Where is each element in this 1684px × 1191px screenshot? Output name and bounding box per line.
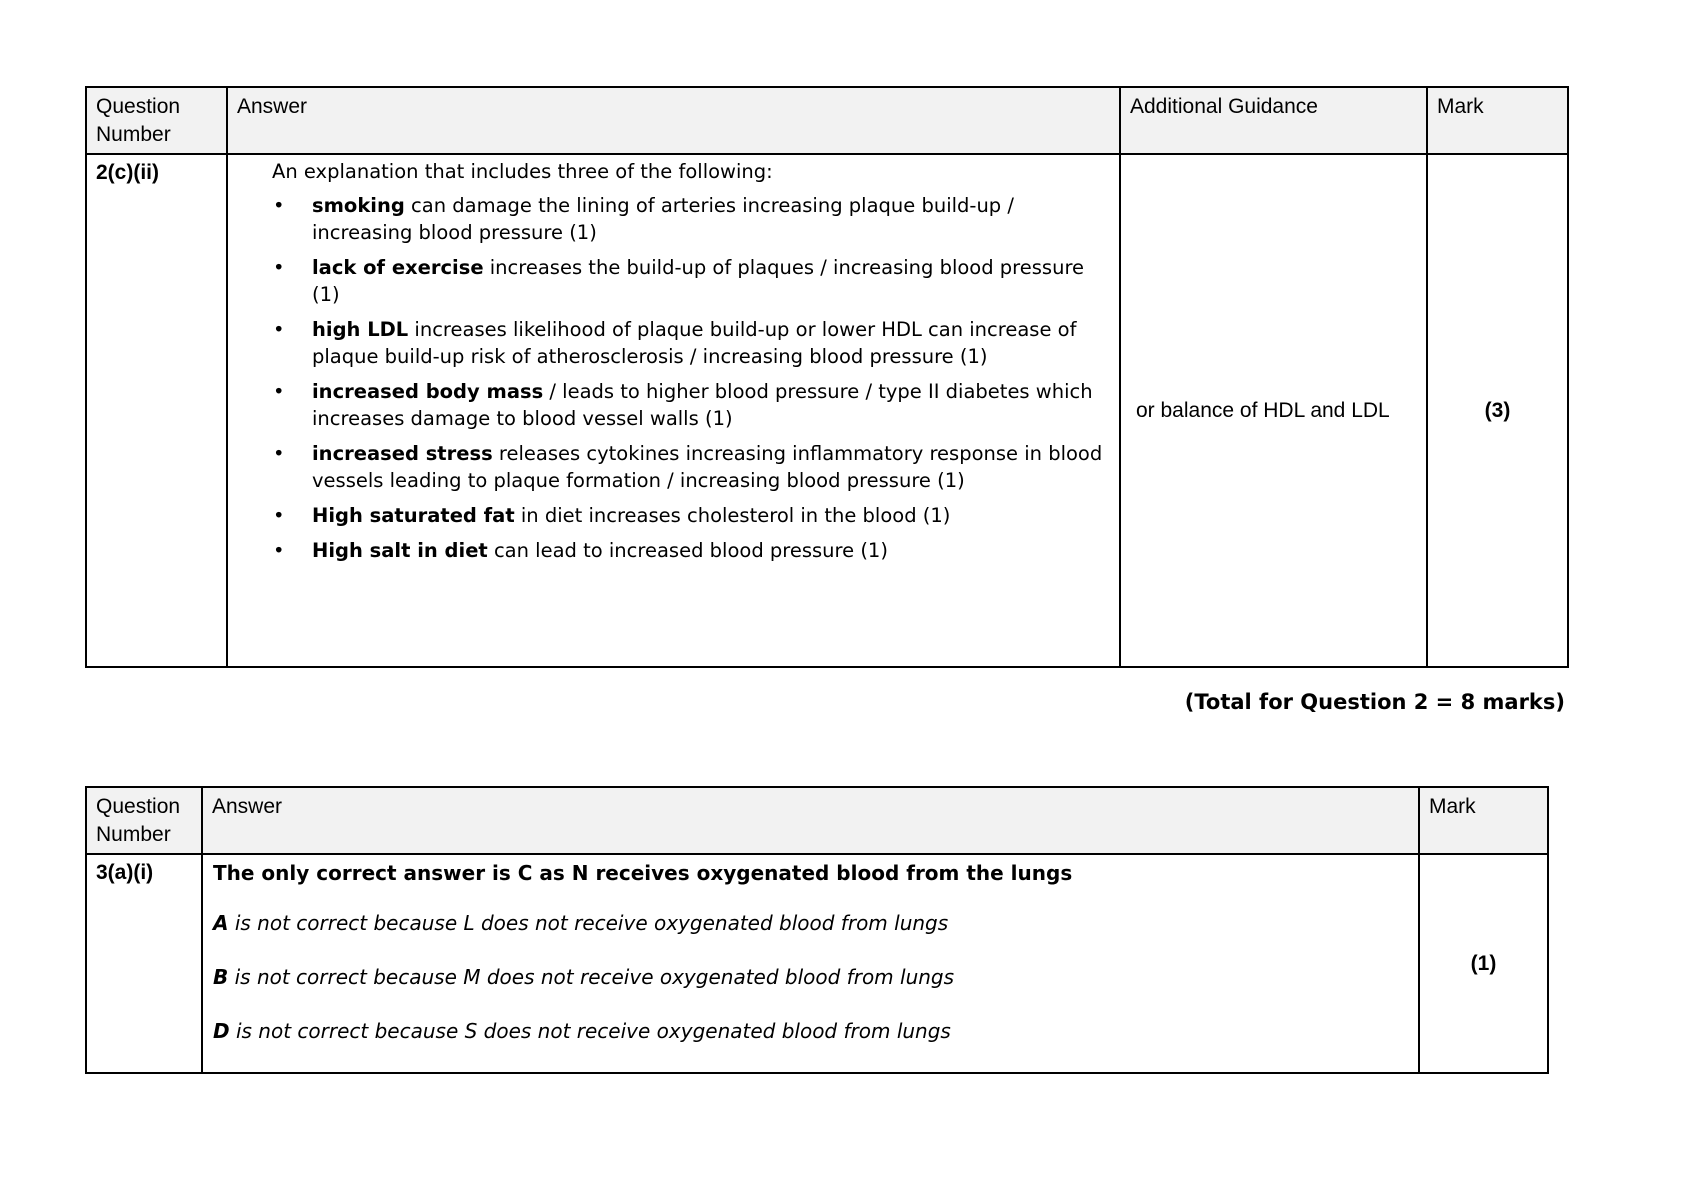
list-item	[228, 440, 1119, 494]
list-item	[228, 254, 1119, 308]
answer-intro: An explanation that includes three of the following:	[272, 160, 773, 183]
header-answer: Answer	[227, 87, 1120, 154]
option-letter: A	[213, 911, 229, 935]
bullet-keyword: high LDL	[312, 318, 409, 341]
mark-value: (3)	[1427, 154, 1568, 667]
incorrect-option	[213, 1018, 1409, 1044]
bullet-text: in diet increases cholesterol in the blood (1)	[514, 504, 951, 527]
question-total: (Total for Question 2 = 8 marks)	[1184, 690, 1565, 714]
header-mark: Mark	[1419, 787, 1548, 854]
list-item	[228, 192, 1119, 246]
mark-scheme-table-q2	[85, 86, 1569, 668]
option-explanation: is not correct because S does not receive oxygenated blood from lungs	[229, 1019, 951, 1043]
bullet-icon: •	[273, 318, 285, 341]
bullet-text: increases the build-up of plaques / increasing blood pressure (1)	[312, 256, 1085, 306]
question-number: 3(a)(i)	[86, 854, 202, 1073]
bullet-keyword: lack of exercise	[312, 256, 484, 279]
option-explanation: is not correct because L does not receive oxygenated blood from lungs	[228, 911, 949, 935]
mark-scheme-table-q3	[85, 786, 1549, 1074]
bullet-keyword: smoking	[312, 194, 405, 217]
header-mark: Mark	[1427, 87, 1568, 154]
header-answer: Answer	[202, 787, 1419, 854]
option-letter: B	[213, 965, 229, 989]
table-header-row	[86, 87, 1568, 154]
bullet-text: / leads to higher blood pressure / type II diabetes which increases damage to blood vessel walls (1)	[312, 380, 1093, 430]
bullet-icon: •	[273, 194, 285, 217]
list-item	[228, 502, 1119, 529]
answer-cell	[202, 854, 1419, 1073]
bullet-text: can lead to increased blood pressure (1)	[487, 539, 888, 562]
bullet-icon: •	[273, 539, 285, 562]
answer-cell	[227, 154, 1120, 667]
option-letter: D	[213, 1019, 230, 1043]
bullet-keyword: increased stress	[312, 442, 493, 465]
header-question-number: Question Number	[86, 787, 202, 854]
question-number: 2(c)(ii)	[86, 154, 227, 667]
table-row	[86, 154, 1568, 667]
list-item	[228, 316, 1119, 370]
option-explanation: is not correct because M does not receive oxygenated blood from lungs	[228, 965, 955, 989]
bullet-text: increases likelihood of plaque build-up or lower HDL can increase of plaque build-up risk of atherosclerosis / increasing blood pressure (1)	[312, 318, 1077, 368]
bullet-icon: •	[273, 504, 285, 527]
bullet-icon: •	[273, 380, 285, 403]
list-item	[228, 537, 1119, 564]
correct-answer: The only correct answer is C as N receives oxygenated blood from the lungs	[213, 861, 1073, 885]
bullet-icon: •	[273, 256, 285, 279]
answer-bullet-list	[228, 192, 1119, 564]
bullet-text: releases cytokines increasing inflammatory response in blood vessels leading to plaque formation / increasing blood pressure (1)	[312, 442, 1103, 492]
table-header-row	[86, 787, 1548, 854]
bullet-keyword: increased body mass	[312, 380, 544, 403]
bullet-keyword: High salt in diet	[312, 539, 488, 562]
incorrect-option	[213, 964, 1409, 990]
bullet-keyword: High saturated fat	[312, 504, 515, 527]
table-row	[86, 854, 1548, 1073]
bullet-text: can damage the lining of arteries increasing plaque build-up / increasing blood pressure (1)	[312, 194, 1014, 244]
mark-value: (1)	[1419, 854, 1548, 1073]
header-additional-guidance: Additional Guidance	[1120, 87, 1427, 154]
bullet-icon: •	[273, 442, 285, 465]
additional-guidance-text: or balance of HDL and LDL	[1120, 154, 1427, 667]
list-item	[228, 378, 1119, 432]
header-question-number: Question Number	[86, 87, 227, 154]
incorrect-option	[213, 910, 1409, 936]
